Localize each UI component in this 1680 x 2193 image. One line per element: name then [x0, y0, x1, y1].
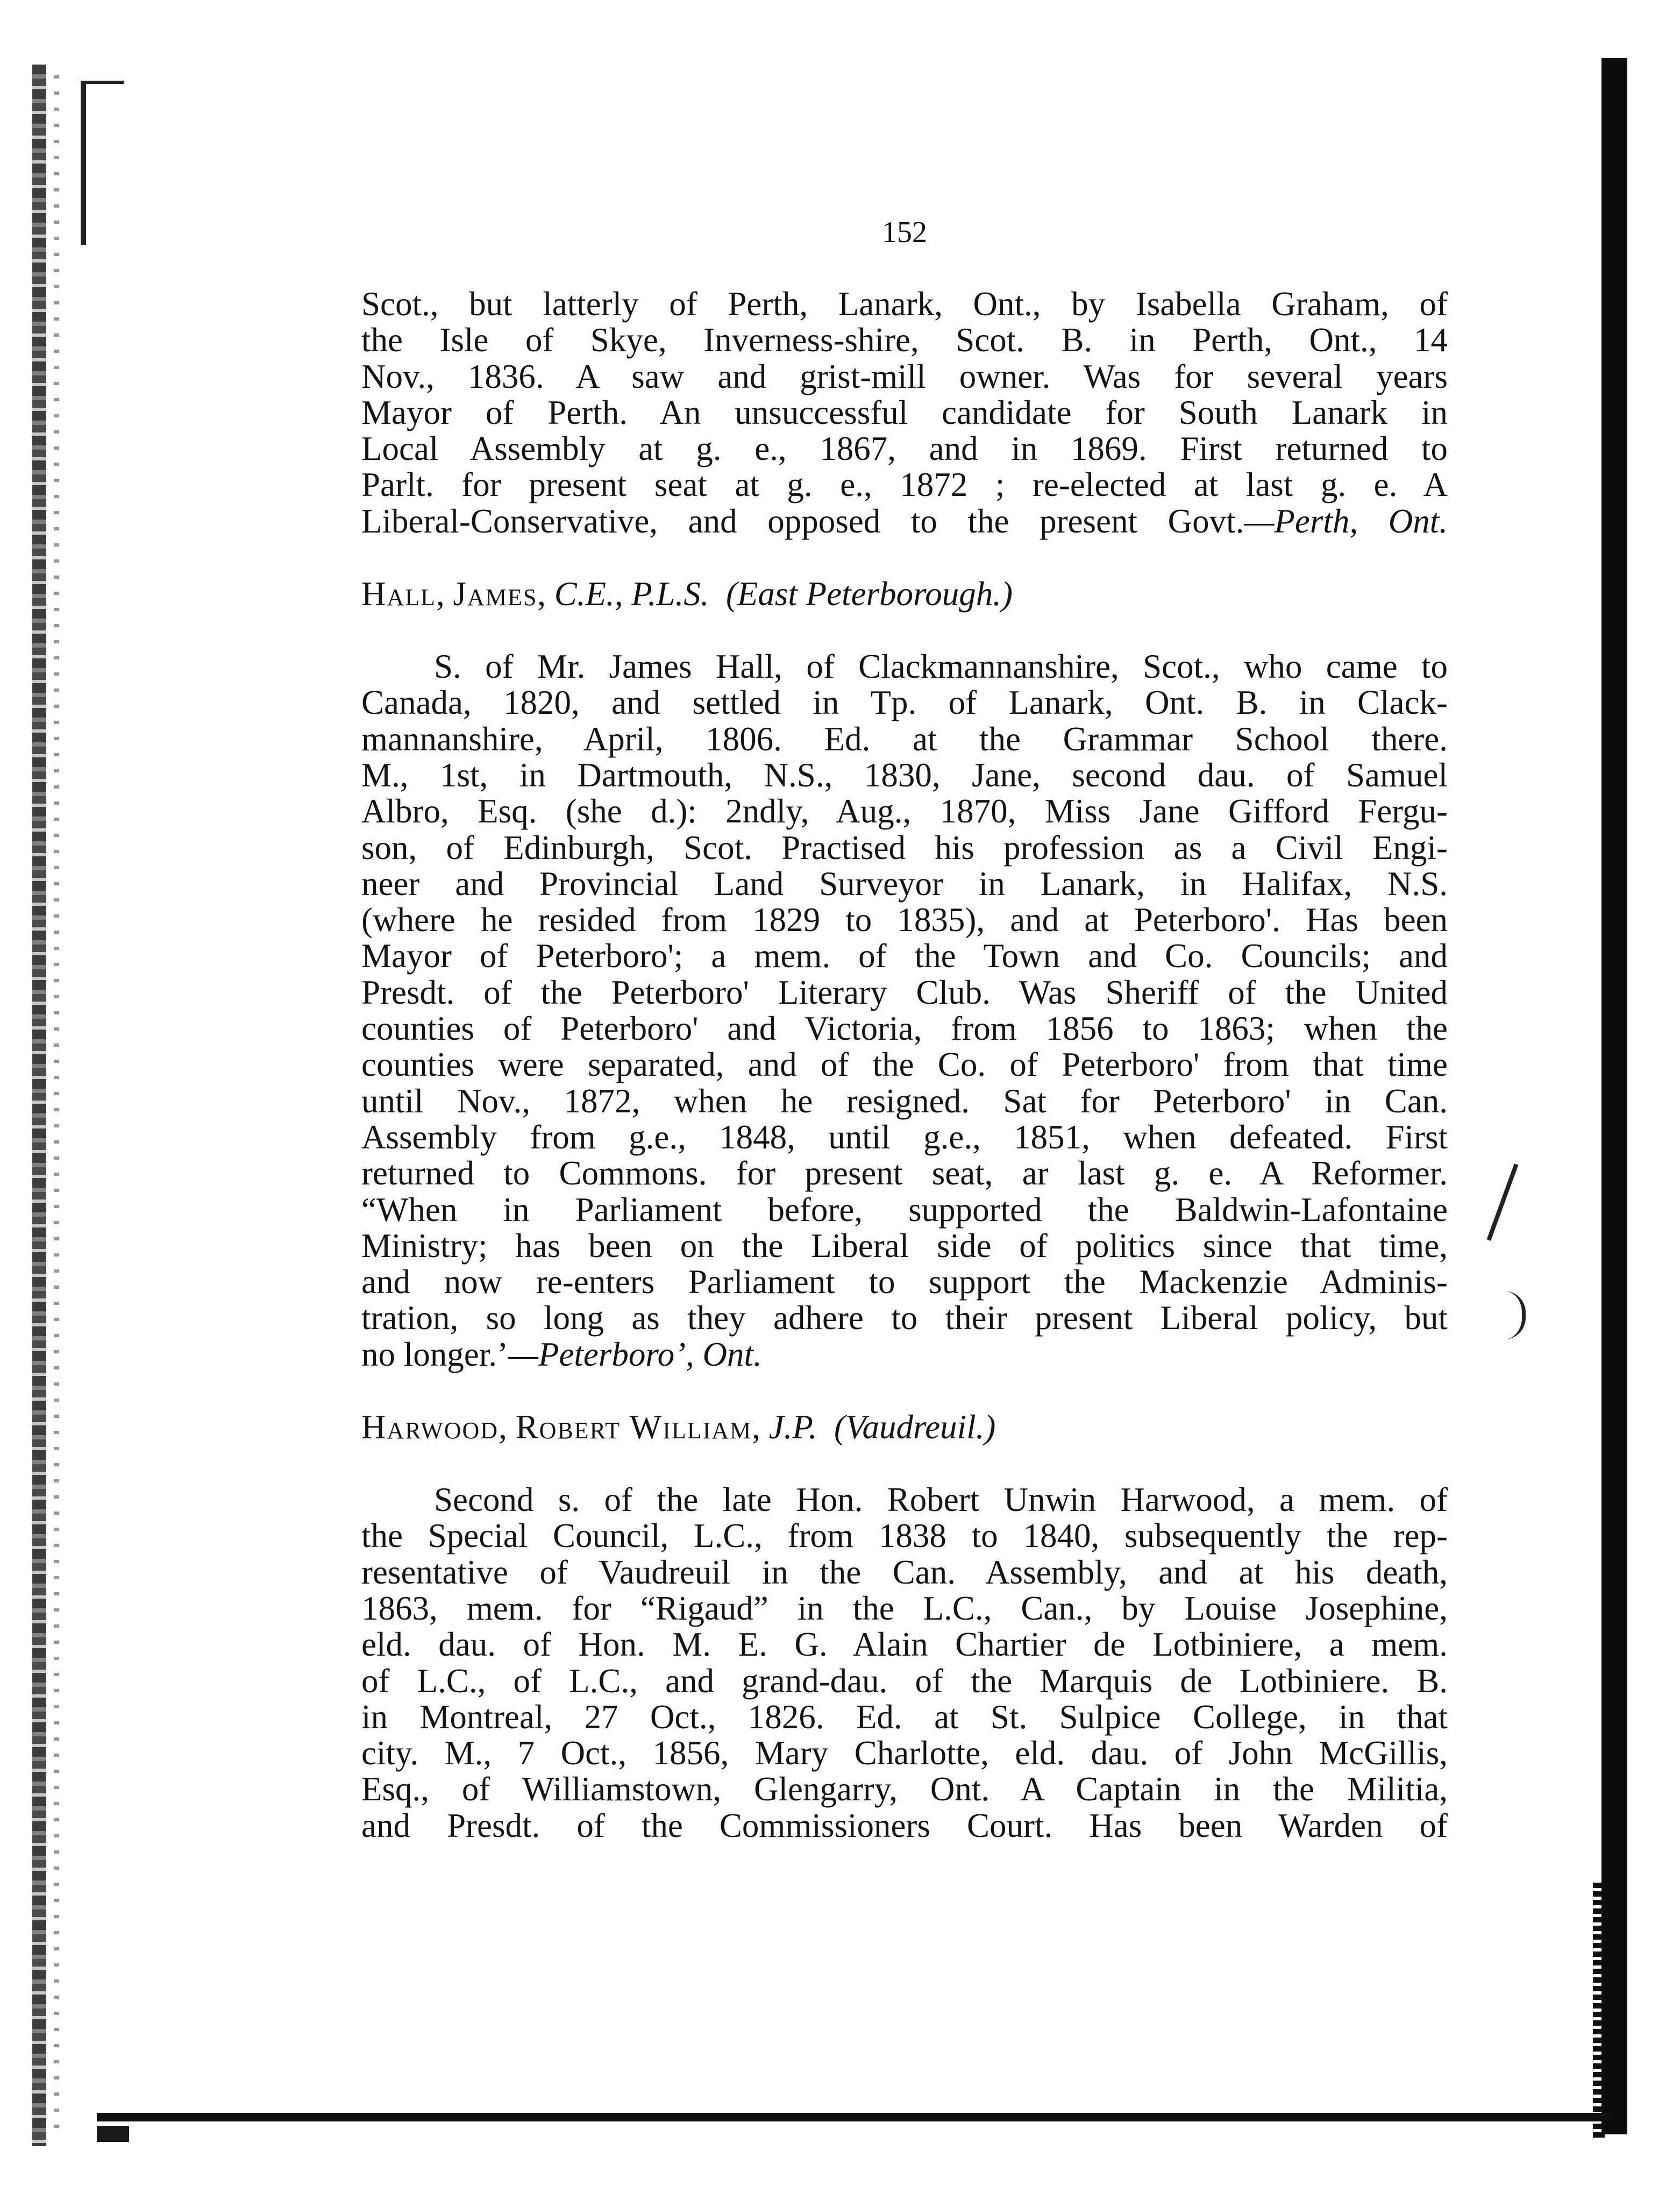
line-text: Liberal-Conservative, and opposed to the present Govt. — [361, 502, 1244, 540]
entry-given-names: Robert William — [515, 1408, 752, 1446]
text-line: Mayor of Peterboro'; a mem. of the Town and Co. Councils; and — [361, 937, 1448, 975]
scan-right-edge — [1601, 58, 1627, 2134]
text-line: Mayor of Perth. An unsuccessful candidate for South Lanark in — [361, 393, 1448, 431]
entry-constituency: (East Peterborough.) — [725, 575, 1013, 613]
entry-surname: Harwood — [361, 1408, 499, 1446]
scan-right-edge-ragged — [1593, 1883, 1605, 2141]
residence: —Peterboro’, Ont. — [508, 1335, 762, 1373]
scan-bottom-edge — [97, 2113, 1613, 2121]
entry-surname: Hall — [361, 575, 437, 613]
document-page — [361, 215, 1448, 1844]
entry-heading: Harwood, Robert William, J.P. (Vaudreuil.) — [361, 1408, 996, 1446]
continuation-paragraph — [361, 286, 1448, 540]
text-line — [361, 503, 1448, 540]
text-line: tration, so long as they adhere to their present Liberal policy, but — [361, 1299, 1448, 1337]
text-line: counties of Peterboro' and Victoria, from 1856 to 1863; when the — [361, 1010, 1448, 1048]
text-line: in Montreal, 27 Oct., 1826. Ed. at St. Sulpice College, in that — [361, 1698, 1448, 1736]
text-line: Scot., but latterly of Perth, Lanark, Ont., by Isabella Graham, of — [361, 285, 1448, 323]
text-line: counties were separated, and of the Co. of Peterboro' from that time — [361, 1046, 1448, 1084]
text-line: neer and Provincial Land Surveyor in Lanark, in Halifax, N.S. — [361, 864, 1448, 903]
margin-pencil-stroke — [1487, 1163, 1519, 1241]
entry-heading: Hall, James, C.E., P.L.S. (East Peterborough.) — [361, 575, 1013, 613]
page-number: 152 — [882, 216, 927, 249]
scan-corner-mark — [81, 81, 124, 245]
text-line: Esq., of Williamstown, Glengarry, Ont. A Captain in the Militia, — [361, 1770, 1448, 1808]
text-line: M., 1st, in Dartmouth, N.S., 1830, Jane, second dau. of Samuel — [361, 756, 1448, 794]
entry-biography — [361, 649, 1448, 1373]
text-line: son, of Edinburgh, Scot. Practised his profession as a Civil Engi- — [361, 828, 1448, 867]
text-line: Assembly from g.e., 1848, until g.e., 1851, when defeated. First — [361, 1118, 1448, 1156]
text-line: and Presdt. of the Commissioners Court. Has been Warden of — [361, 1806, 1448, 1844]
text-line: Ministry; has been on the Liberal side of politics since that time, — [361, 1226, 1448, 1265]
text-line: returned to Commons. for present seat, ar last g. e. A Reformer. — [361, 1154, 1448, 1193]
text-line: Nov., 1836. A saw and grist-mill owner. Was for several years — [361, 357, 1448, 395]
scan-left-edge — [32, 65, 46, 2146]
entry-constituency: (Vaudreuil.) — [834, 1408, 996, 1446]
text-line: the Special Council, L.C., from 1838 to 1840, subsequently the rep- — [361, 1517, 1448, 1555]
entry-titles: C.E., P.L.S. — [554, 575, 709, 613]
text-line: Parlt. for present seat at g. e., 1872 ; re-elected at last g. e. A — [361, 466, 1448, 504]
line-text: no longer.’ — [361, 1335, 508, 1373]
text-line: until Nov., 1872, when he resigned. Sat for Peterboro' in Can. — [361, 1082, 1448, 1120]
text-line: Albro, Esq. (she d.): 2ndly, Aug., 1870, Miss Jane Gifford Fergu- — [361, 792, 1448, 831]
entry-biography — [361, 1482, 1448, 1844]
text-line: (where he resided from 1829 to 1835), and at Peterboro'. Has been — [361, 901, 1448, 939]
scan-bottom-corner — [97, 2126, 129, 2142]
residence: —Perth, Ont. — [1244, 502, 1448, 540]
text-line: Second s. of the late Hon. Robert Unwin Harwood, a mem. of — [434, 1481, 1448, 1519]
text-line: mannanshire, April, 1806. Ed. at the Grammar School there. — [361, 720, 1448, 758]
text-line: the Isle of Skye, Inverness-shire, Scot. B. in Perth, Ont., 14 — [361, 321, 1448, 359]
text-line: 1863, mem. for “Rigaud” in the L.C., Can., by Louise Josephine, — [361, 1589, 1448, 1627]
text-line: “When in Parliament before, supported the Baldwin-Lafontaine — [361, 1190, 1448, 1229]
text-line: eld. dau. of Hon. M. E. G. Alain Chartier de Lotbiniere, a mem. — [361, 1626, 1448, 1664]
text-line: S. of Mr. James Hall, of Clackmannanshire, Scot., who came to — [434, 648, 1448, 686]
text-line: and now re-enters Parliament to support the Mackenzie Adminis- — [361, 1263, 1448, 1301]
text-line: Canada, 1820, and settled in Tp. of Lanark, Ont. B. in Clack- — [361, 684, 1448, 722]
margin-pencil-bracket — [1500, 1291, 1526, 1339]
scan-left-edge-noise — [54, 75, 59, 2130]
text-line: Presdt. of the Peterboro' Literary Club. Was Sheriff of the United — [361, 973, 1448, 1011]
entry-titles: J.P. — [768, 1408, 817, 1446]
text-line: Local Assembly at g. e., 1867, and in 1869. First returned to — [361, 430, 1448, 468]
text-line: resentative of Vaudreuil in the Can. Assembly, and at his death, — [361, 1553, 1448, 1591]
entry-given-names: James — [453, 575, 538, 613]
text-line: city. M., 7 Oct., 1856, Mary Charlotte, eld. dau. of John McGillis, — [361, 1734, 1448, 1772]
text-line — [361, 1337, 1448, 1373]
text-line: of L.C., of L.C., and grand-dau. of the Marquis de Lotbiniere. B. — [361, 1662, 1448, 1700]
